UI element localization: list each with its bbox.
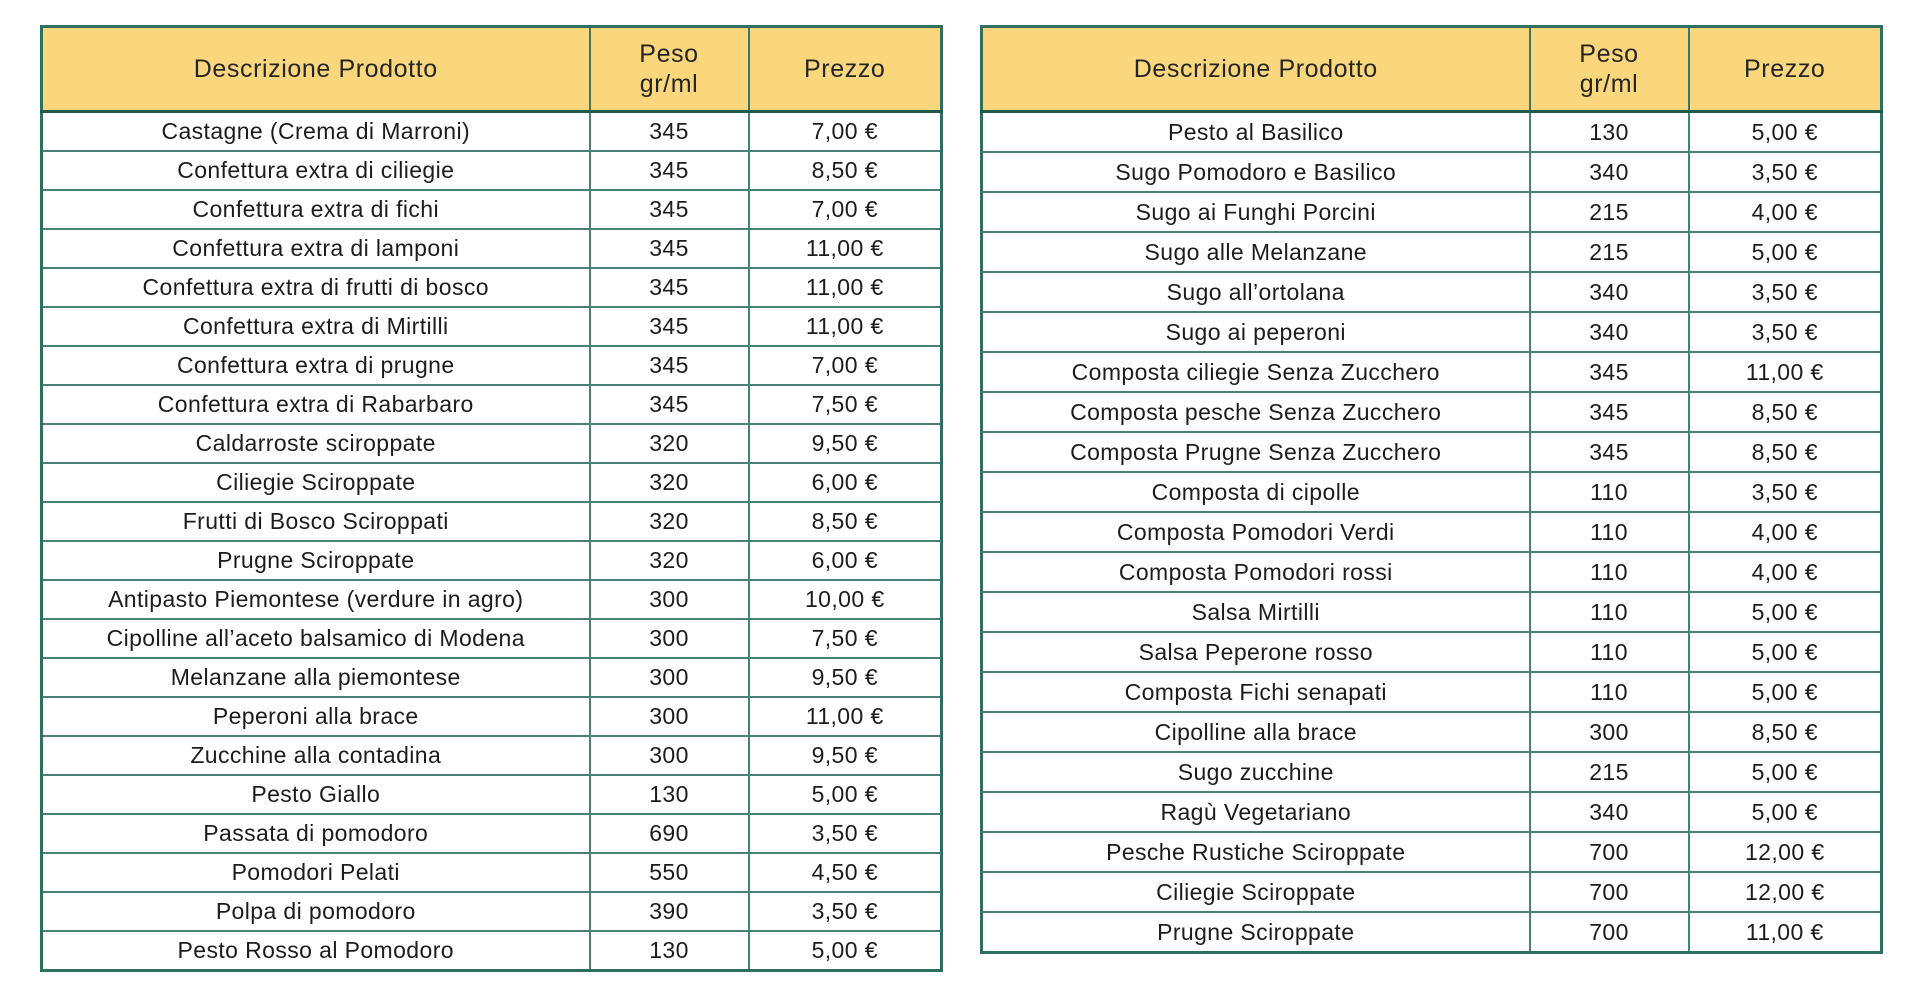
weight-cell: 110 (1530, 592, 1689, 632)
product-name-cell: Pesto Rosso al Pomodoro (42, 931, 590, 971)
price-cell: 3,50 € (1689, 272, 1882, 312)
col-header-description: Descrizione Prodotto (42, 27, 590, 112)
weight-cell: 110 (1530, 472, 1689, 512)
product-name-cell: Sugo zucchine (982, 752, 1530, 792)
table-row (982, 472, 1882, 512)
table-row (42, 424, 942, 463)
weight-cell: 320 (590, 463, 749, 502)
table-row (982, 832, 1882, 872)
table-row (982, 872, 1882, 912)
table-body-right (982, 112, 1882, 953)
product-name-cell: Sugo all’ortolana (982, 272, 1530, 312)
col-header-weight-line2: gr/ml (1579, 70, 1639, 98)
weight-cell: 215 (1530, 192, 1689, 232)
product-name-cell: Pesto al Basilico (982, 112, 1530, 153)
table-row (982, 672, 1882, 712)
price-cell: 8,50 € (1689, 392, 1882, 432)
price-cell: 9,50 € (749, 658, 942, 697)
price-cell: 5,00 € (1689, 232, 1882, 272)
weight-cell: 110 (1530, 672, 1689, 712)
product-name-cell: Pesche Rustiche Sciroppate (982, 832, 1530, 872)
weight-cell: 300 (590, 580, 749, 619)
product-name-cell: Composta Pomodori rossi (982, 552, 1530, 592)
price-cell: 8,50 € (1689, 432, 1882, 472)
col-header-weight (590, 27, 749, 112)
product-name-cell: Composta di cipolle (982, 472, 1530, 512)
price-cell: 4,00 € (1689, 552, 1882, 592)
table-row (982, 912, 1882, 953)
product-name-cell: Ragù Vegetariano (982, 792, 1530, 832)
price-cell: 3,50 € (1689, 152, 1882, 192)
table-row (982, 792, 1882, 832)
product-name-cell: Confettura extra di prugne (42, 346, 590, 385)
weight-cell: 345 (1530, 432, 1689, 472)
col-header-price: Prezzo (749, 27, 942, 112)
header-row (982, 27, 1882, 112)
product-name-cell: Castagne (Crema di Marroni) (42, 112, 590, 152)
table-row (982, 112, 1882, 153)
table-row (982, 192, 1882, 232)
price-cell: 3,50 € (1689, 312, 1882, 352)
price-cell: 7,50 € (749, 385, 942, 424)
table-row (982, 432, 1882, 472)
price-cell: 11,00 € (749, 229, 942, 268)
product-name-cell: Sugo ai peperoni (982, 312, 1530, 352)
price-cell: 5,00 € (1689, 632, 1882, 672)
table-row (42, 580, 942, 619)
price-cell: 11,00 € (749, 268, 942, 307)
table-header-left (42, 27, 942, 112)
product-name-cell: Confettura extra di fichi (42, 190, 590, 229)
table-row (42, 931, 942, 971)
product-name-cell: Polpa di pomodoro (42, 892, 590, 931)
table-row (982, 352, 1882, 392)
weight-cell: 320 (590, 541, 749, 580)
weight-cell: 300 (590, 697, 749, 736)
price-cell: 3,50 € (749, 892, 942, 931)
header-row (42, 27, 942, 112)
table-row (982, 512, 1882, 552)
price-cell: 7,00 € (749, 190, 942, 229)
table-row (42, 541, 942, 580)
weight-cell: 340 (1530, 272, 1689, 312)
price-cell: 9,50 € (749, 424, 942, 463)
price-table-left (40, 25, 943, 972)
table-row (982, 552, 1882, 592)
weight-cell: 215 (1530, 752, 1689, 792)
product-name-cell: Cipolline all’aceto balsamico di Modena (42, 619, 590, 658)
weight-cell: 130 (590, 931, 749, 971)
price-cell: 11,00 € (749, 697, 942, 736)
weight-cell: 345 (1530, 352, 1689, 392)
price-cell: 7,00 € (749, 346, 942, 385)
product-name-cell: Composta Pomodori Verdi (982, 512, 1530, 552)
product-name-cell: Salsa Mirtilli (982, 592, 1530, 632)
product-name-cell: Confettura extra di frutti di bosco (42, 268, 590, 307)
product-name-cell: Pesto Giallo (42, 775, 590, 814)
col-header-weight-line1: Peso (639, 40, 699, 68)
table-header-right (982, 27, 1882, 112)
weight-cell: 130 (1530, 112, 1689, 153)
product-name-cell: Melanzane alla piemontese (42, 658, 590, 697)
product-name-cell: Prugne Sciroppate (42, 541, 590, 580)
price-cell: 5,00 € (1689, 792, 1882, 832)
price-cell: 4,50 € (749, 853, 942, 892)
weight-cell: 300 (590, 619, 749, 658)
table-row (42, 151, 942, 190)
product-name-cell: Antipasto Piemontese (verdure in agro) (42, 580, 590, 619)
product-name-cell: Zucchine alla contadina (42, 736, 590, 775)
table-row (42, 853, 942, 892)
table-row (42, 268, 942, 307)
weight-cell: 345 (590, 190, 749, 229)
price-cell: 8,50 € (749, 151, 942, 190)
table-row (42, 775, 942, 814)
weight-cell: 300 (590, 736, 749, 775)
weight-cell: 340 (1530, 152, 1689, 192)
weight-cell: 215 (1530, 232, 1689, 272)
col-header-weight (1530, 27, 1689, 112)
weight-cell: 345 (590, 346, 749, 385)
weight-cell: 300 (1530, 712, 1689, 752)
table-row (42, 307, 942, 346)
weight-cell: 550 (590, 853, 749, 892)
tables-container (40, 25, 1883, 972)
table-row (42, 697, 942, 736)
product-name-cell: Confettura extra di Mirtilli (42, 307, 590, 346)
table-row (42, 814, 942, 853)
product-name-cell: Sugo Pomodoro e Basilico (982, 152, 1530, 192)
product-name-cell: Confettura extra di lamponi (42, 229, 590, 268)
price-cell: 9,50 € (749, 736, 942, 775)
product-name-cell: Ciliegie Sciroppate (42, 463, 590, 502)
price-cell: 12,00 € (1689, 832, 1882, 872)
col-header-weight-line1: Peso (1579, 40, 1639, 68)
table-row (42, 190, 942, 229)
product-name-cell: Confettura extra di ciliegie (42, 151, 590, 190)
price-cell: 6,00 € (749, 463, 942, 502)
weight-cell: 110 (1530, 632, 1689, 672)
weight-cell: 340 (1530, 792, 1689, 832)
price-cell: 6,00 € (749, 541, 942, 580)
table-body-left (42, 112, 942, 971)
product-name-cell: Passata di pomodoro (42, 814, 590, 853)
product-name-cell: Pomodori Pelati (42, 853, 590, 892)
weight-cell: 345 (1530, 392, 1689, 432)
table-row (42, 112, 942, 152)
price-cell: 10,00 € (749, 580, 942, 619)
product-name-cell: Composta ciliegie Senza Zucchero (982, 352, 1530, 392)
table-row (982, 712, 1882, 752)
price-cell: 4,00 € (1689, 192, 1882, 232)
price-cell: 12,00 € (1689, 872, 1882, 912)
price-cell: 4,00 € (1689, 512, 1882, 552)
weight-cell: 320 (590, 502, 749, 541)
weight-cell: 700 (1530, 832, 1689, 872)
product-name-cell: Ciliegie Sciroppate (982, 872, 1530, 912)
product-name-cell: Peperoni alla brace (42, 697, 590, 736)
table-row (42, 502, 942, 541)
price-cell: 5,00 € (1689, 672, 1882, 712)
product-name-cell: Caldarroste sciroppate (42, 424, 590, 463)
price-cell: 11,00 € (749, 307, 942, 346)
table-row (42, 619, 942, 658)
weight-cell: 690 (590, 814, 749, 853)
table-row (982, 632, 1882, 672)
table-row (42, 892, 942, 931)
table-row (982, 392, 1882, 432)
weight-cell: 110 (1530, 512, 1689, 552)
product-name-cell: Frutti di Bosco Sciroppati (42, 502, 590, 541)
weight-cell: 345 (590, 151, 749, 190)
weight-cell: 345 (590, 307, 749, 346)
price-table-right (980, 25, 1883, 954)
price-cell: 5,00 € (749, 775, 942, 814)
table-row (982, 272, 1882, 312)
price-cell: 5,00 € (1689, 112, 1882, 153)
table-row (42, 346, 942, 385)
weight-cell: 345 (590, 112, 749, 152)
weight-cell: 345 (590, 268, 749, 307)
weight-cell: 340 (1530, 312, 1689, 352)
price-cell: 7,50 € (749, 619, 942, 658)
weight-cell: 320 (590, 424, 749, 463)
product-name-cell: Sugo ai Funghi Porcini (982, 192, 1530, 232)
price-cell: 8,50 € (1689, 712, 1882, 752)
weight-cell: 300 (590, 658, 749, 697)
price-cell: 5,00 € (749, 931, 942, 971)
table-row (982, 312, 1882, 352)
product-name-cell: Prugne Sciroppate (982, 912, 1530, 953)
price-cell: 8,50 € (749, 502, 942, 541)
price-cell: 3,50 € (1689, 472, 1882, 512)
weight-cell: 110 (1530, 552, 1689, 592)
price-cell: 5,00 € (1689, 752, 1882, 792)
table-row (42, 229, 942, 268)
price-cell: 7,00 € (749, 112, 942, 152)
col-header-description: Descrizione Prodotto (982, 27, 1530, 112)
table-row (42, 736, 942, 775)
price-cell: 5,00 € (1689, 592, 1882, 632)
weight-cell: 345 (590, 385, 749, 424)
price-cell: 11,00 € (1689, 352, 1882, 392)
table-row (982, 152, 1882, 192)
table-row (42, 463, 942, 502)
product-name-cell: Composta Prugne Senza Zucchero (982, 432, 1530, 472)
table-row (42, 658, 942, 697)
col-header-weight-line2: gr/ml (639, 70, 699, 98)
table-row (982, 752, 1882, 792)
weight-cell: 700 (1530, 872, 1689, 912)
product-name-cell: Composta Fichi senapati (982, 672, 1530, 712)
weight-cell: 345 (590, 229, 749, 268)
weight-cell: 700 (1530, 912, 1689, 953)
product-name-cell: Composta pesche Senza Zucchero (982, 392, 1530, 432)
weight-cell: 390 (590, 892, 749, 931)
table-row (42, 385, 942, 424)
product-name-cell: Confettura extra di Rabarbaro (42, 385, 590, 424)
table-row (982, 592, 1882, 632)
col-header-price: Prezzo (1689, 27, 1882, 112)
table-row (982, 232, 1882, 272)
product-name-cell: Cipolline alla brace (982, 712, 1530, 752)
price-cell: 11,00 € (1689, 912, 1882, 953)
product-name-cell: Salsa Peperone rosso (982, 632, 1530, 672)
price-cell: 3,50 € (749, 814, 942, 853)
product-name-cell: Sugo alle Melanzane (982, 232, 1530, 272)
weight-cell: 130 (590, 775, 749, 814)
